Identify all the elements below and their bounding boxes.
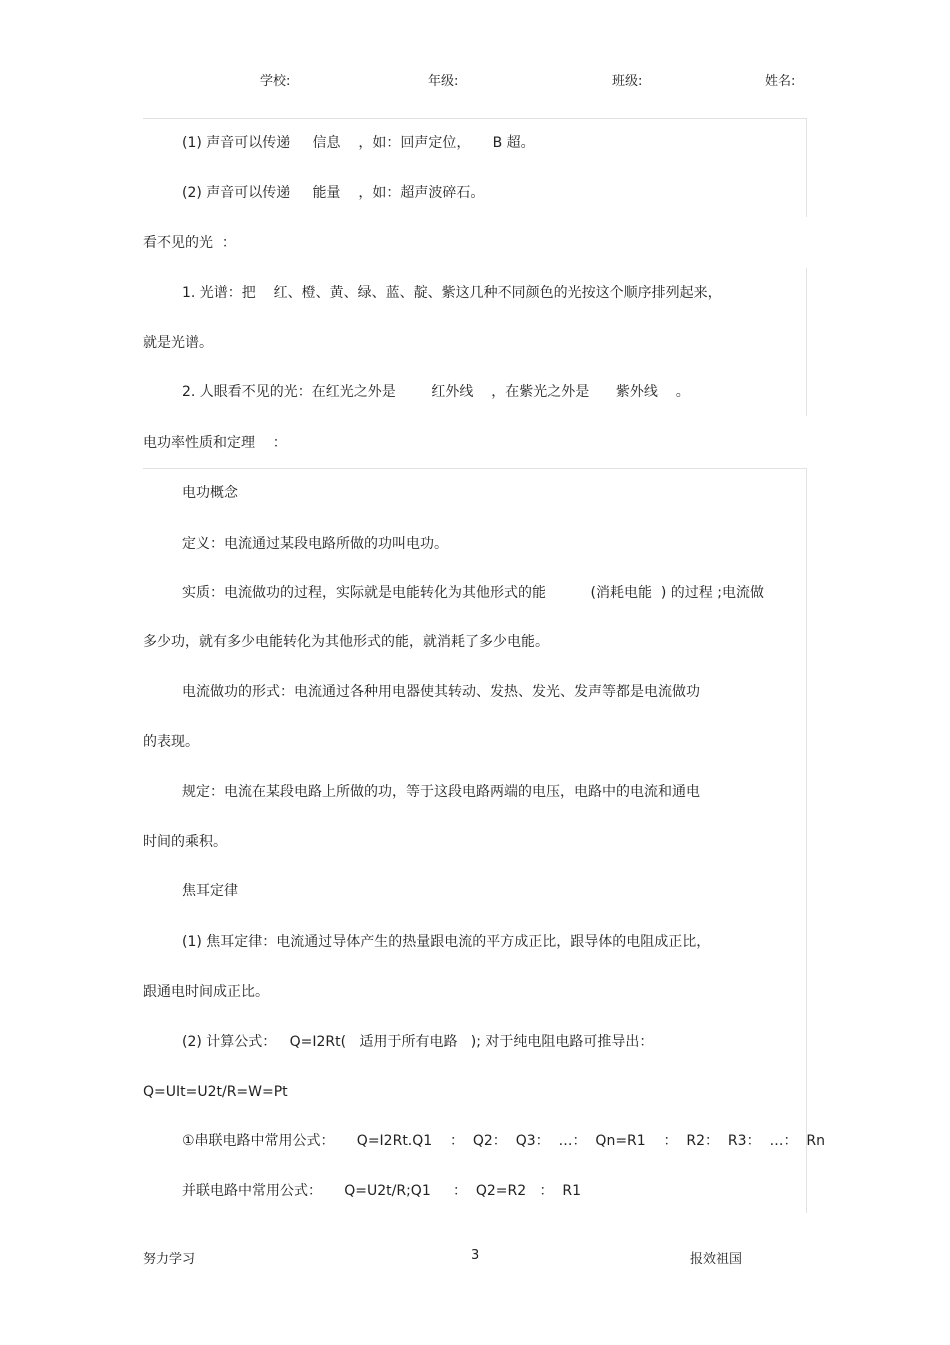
- definition-line: 定义：电流通过某段电路所做的功叫电功。: [182, 536, 448, 552]
- light-heading: 看不见的光 ：: [143, 235, 236, 251]
- frame-box-power: [143, 468, 807, 1213]
- series-formula-line: ①串联电路中常用公式： Q=I2Rt.Q1 ： Q2： Q3： …： Qn=R1 ： R2： R3： …： Rn: [182, 1133, 825, 1149]
- joule-law-line: (1) 焦耳定律：电流通过导体产生的热量跟电流的平方成正比，跟导体的电阻成正比，: [182, 934, 711, 950]
- parallel-formula-line: 并联电路中常用公式： Q=U2t/R;Q1 ： Q2=R2 ： R1: [182, 1183, 582, 1199]
- sound-info-line: (1) 声音可以传递 信息 ，如：回声定位， B 超。: [182, 135, 535, 151]
- rule-line-cont: 时间的乘积。: [143, 834, 227, 850]
- class-label: 班级:: [612, 74, 643, 89]
- footer-right-text: 报效祖国: [690, 1252, 743, 1267]
- essence-line-cont: 多少功，就有多少电能转化为其他形式的能，就消耗了多少电能。: [143, 634, 549, 650]
- frame-box-sound: [143, 118, 807, 217]
- footer-left-text: 努力学习: [143, 1252, 196, 1267]
- sound-energy-line: (2) 声音可以传递 能量 ，如：超声波碎石。: [182, 185, 485, 201]
- spectrum-line: 1. 光谱：把 红、橙、黄、绿、蓝、靛、紫这几种不同颜色的光按这个顺序排列起来，: [182, 285, 722, 301]
- form-line-cont: 的表现。: [143, 734, 199, 750]
- page-number: 3: [471, 1248, 480, 1263]
- spectrum-line-cont: 就是光谱。: [143, 335, 213, 351]
- invisible-light-line: 2. 人眼看不见的光：在红光之外是 红外线 ，在紫光之外是 紫外线 。: [182, 384, 690, 400]
- concept-title: 电功概念: [182, 485, 238, 501]
- formula-line-cont: Q=UIt=U2t/R=W=Pt: [143, 1084, 288, 1100]
- rule-line: 规定：电流在某段电路上所做的功，等于这段电路两端的电压，电路中的电流和通电: [182, 784, 700, 800]
- essence-line: 实质：电流做功的过程，实际就是电能转化为其他形式的能 (消耗电能 ) 的过程 ;电流做: [182, 585, 764, 601]
- grade-label: 年级:: [428, 74, 459, 89]
- form-line: 电流做功的形式：电流通过各种用电器使其转动、发热、发光、发声等都是电流做功: [182, 684, 700, 700]
- power-heading: 电功率性质和定理 ：: [143, 435, 287, 451]
- joule-law-line-cont: 跟通电时间成正比。: [143, 984, 269, 1000]
- formula-line: (2) 计算公式： Q=I2Rt( 适用于所有电路 ); 对于纯电阻电路可推导出：: [182, 1034, 654, 1050]
- name-label: 姓名:: [765, 74, 796, 89]
- joule-title: 焦耳定律: [182, 883, 238, 899]
- school-label: 学校:: [260, 74, 291, 89]
